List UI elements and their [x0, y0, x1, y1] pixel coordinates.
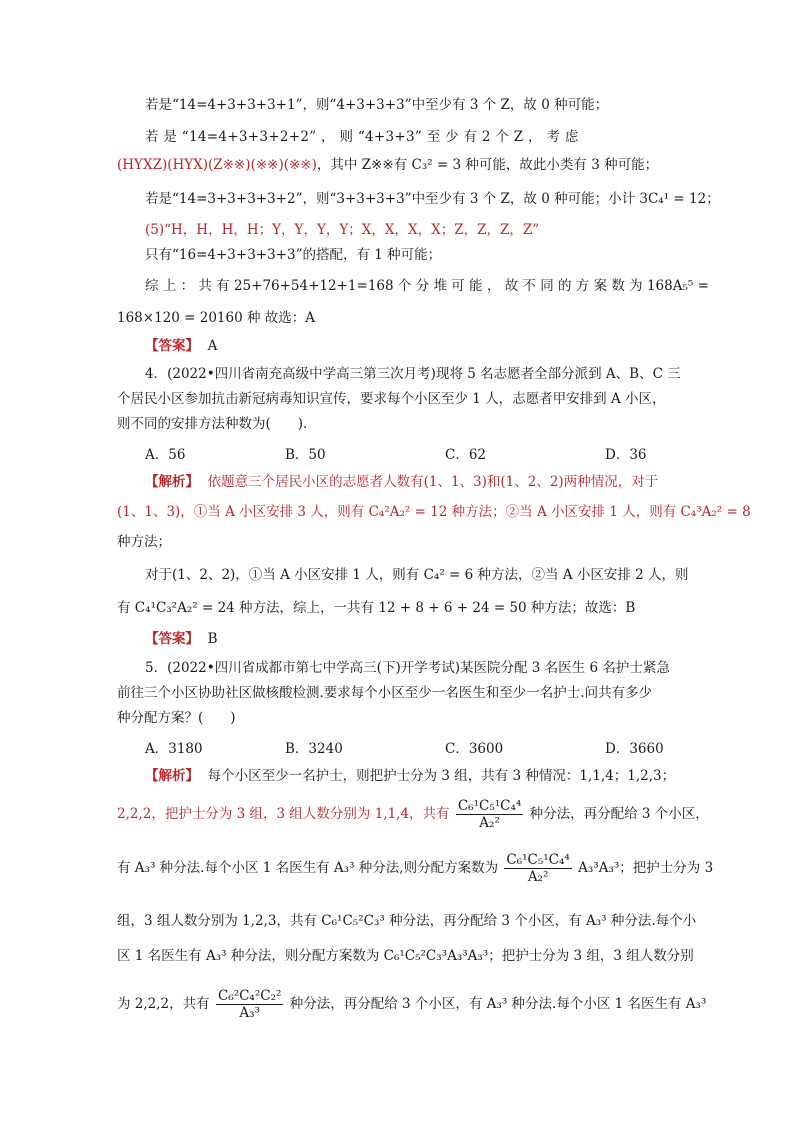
- solution-line: 组，3 组人数分别为 1,2,3，共有 C₆¹C₅²C₃³ 种分法，再分配给 3 个小区，有 A₃³ 种分法.每个小: [117, 913, 697, 929]
- answer-label: 【答案】: [145, 631, 199, 647]
- fraction-denominator: A₂²: [479, 815, 500, 831]
- fraction-numerator: C₆²C₄²C₂²: [217, 988, 282, 1004]
- solution-line: [145, 473, 658, 491]
- option-d: D．3660: [605, 741, 664, 757]
- text-span: 为 2,2,2，共有: [117, 996, 210, 1012]
- text-span: 种分法，再分配给 3 个小区，有 A₃³ 种分法.每个小区 1 名医生有 A₃³: [289, 996, 707, 1012]
- question-5-line: 种分配方案？( ): [117, 710, 236, 726]
- solution-label: 【解析】: [145, 474, 199, 490]
- text-span: 种分法，再分配给 3 个小区，: [529, 806, 709, 822]
- question-5-line: 前往三个小区协助社区做核酸检测.要求每个小区至少一名医生和至少一名护士.问共有多少: [117, 685, 653, 701]
- answer-label: 【答案】: [145, 338, 199, 354]
- fraction: [216, 988, 283, 1021]
- case-expression: (HYXZ)(HYX)(Z※※)(※※)(※※): [117, 157, 317, 173]
- text-line: 若是“14=4+3+3+3+1”，则“4+3+3+3”中至少有 3 个 Z，故 0 种可能；: [145, 97, 609, 113]
- option-b: B．3240: [285, 741, 343, 757]
- option-c: C．3600: [445, 741, 504, 757]
- solution-line: 种方法；: [117, 534, 171, 550]
- fraction-denominator: A₃³: [239, 1005, 260, 1021]
- solution-line: [117, 986, 706, 1022]
- text-line: 综 上 ： 共 有 25+76+54+12+1=168 个 分 堆 可 能 ， 故 不 同 的 方 案 数 为 168A₅⁵ =: [145, 278, 709, 294]
- question-4-line: 个居民小区参加抗击新冠病毒知识宣传，要求每个小区至少 1 人，志愿者甲安排到 A 小区，: [117, 391, 666, 407]
- text-line: 只有“16=4+3+3+3+3”的搭配，有 1 种可能；: [145, 247, 442, 263]
- option-a: A．56: [145, 447, 186, 463]
- text-line: (5)“H，H，H，H；Y，Y，Y，Y；X，X，X，X；Z，Z，Z，Z”: [145, 222, 540, 238]
- question-4-line: 则不同的安排方法种数为( ).: [117, 416, 308, 432]
- text-line: 若是“14=3+3+3+3+2”，则“3+3+3+3”中至少有 3 个 Z，故 0 种可能；小计 3C₄¹ = 12；: [145, 191, 720, 207]
- solution-line: [145, 767, 675, 785]
- solution-line: 区 1 名医生有 A₃³ 种分法，则分配方案数为 C₆¹C₅²C₃³A₃³A₃³；把护士分为 3 组，3 组人数分别: [117, 948, 694, 964]
- answer-line: [145, 630, 218, 648]
- option-c: C．62: [445, 447, 487, 463]
- option-a: A．3180: [145, 741, 203, 757]
- solution-line: 对于(1、2、2)，①当 A 小区安排 1 人，则有 C₄² = 6 种方法，②当 A 小区安排 2 人，则: [145, 567, 689, 583]
- fraction-numerator: C₆¹C₅¹C₄⁴: [457, 798, 522, 814]
- text-span: A₃³A₃³；把护士分为 3: [578, 860, 714, 876]
- question-5-line: 5．(2022•四川省成都市第七中学高三(下)开学考试)某医院分配 3 名医生 6 名护士紧急: [145, 660, 670, 676]
- fraction: [504, 852, 571, 885]
- text-span: 依题意三个居民小区的志愿者人数有(1、1、3)和(1、2、2)两种情况，对于: [207, 474, 659, 490]
- solution-label: 【解析】: [145, 768, 199, 784]
- option-b: B．50: [285, 447, 326, 463]
- answer-value: B: [207, 631, 218, 647]
- text-line: 168×120 = 20160 种 故选：A: [117, 310, 316, 326]
- answer-line: [145, 337, 217, 355]
- question-4-line: 4．(2022•四川省南充高级中学高三第三次月考)现将 5 名志愿者全部分派到 A、B、C 三: [145, 366, 681, 382]
- text-span: ，其中 Z※※有 C₃² = 3 种可能，故此小类有 3 种可能；: [316, 157, 659, 173]
- fraction: [456, 798, 523, 831]
- fraction-denominator: A₂²: [527, 869, 549, 885]
- text-line: 若 是 “14=4+3+3+2+2” ， 则 “4+3+3” 至 少 有 2 个 Z ， 考 虑: [145, 129, 579, 145]
- solution-line: (1、1、3)，①当 A 小区安排 3 人，则有 C₄²A₂² = 12 种方法；②当 A 小区安排 1 人，则有 C₄³A₂² = 8: [117, 504, 751, 520]
- text-span: 有 A₃³ 种分法.每个小区 1 名医生有 A₃³ 种分法,则分配方案数为: [117, 860, 499, 876]
- answer-value: A: [207, 338, 218, 354]
- option-d: D．36: [605, 447, 647, 463]
- solution-line: [117, 796, 709, 832]
- solution-line: [117, 850, 713, 886]
- fraction-numerator: C₆¹C₅¹C₄⁴: [506, 852, 570, 868]
- text-span: 每个小区至少一名护士，则把护士分为 3 组，共有 3 种情况：1,1,4；1,2,3；: [207, 768, 676, 784]
- text-span: 2,2,2，把护士分为 3 组，3 组人数分别为 1,1,4，共有: [117, 806, 450, 822]
- solution-line: 有 C₄¹C₃²A₂² = 24 种方法，综上，一共有 12 + 8 + 6 + 24 = 50 种方法；故选：B: [117, 600, 636, 616]
- text-line: [117, 156, 658, 174]
